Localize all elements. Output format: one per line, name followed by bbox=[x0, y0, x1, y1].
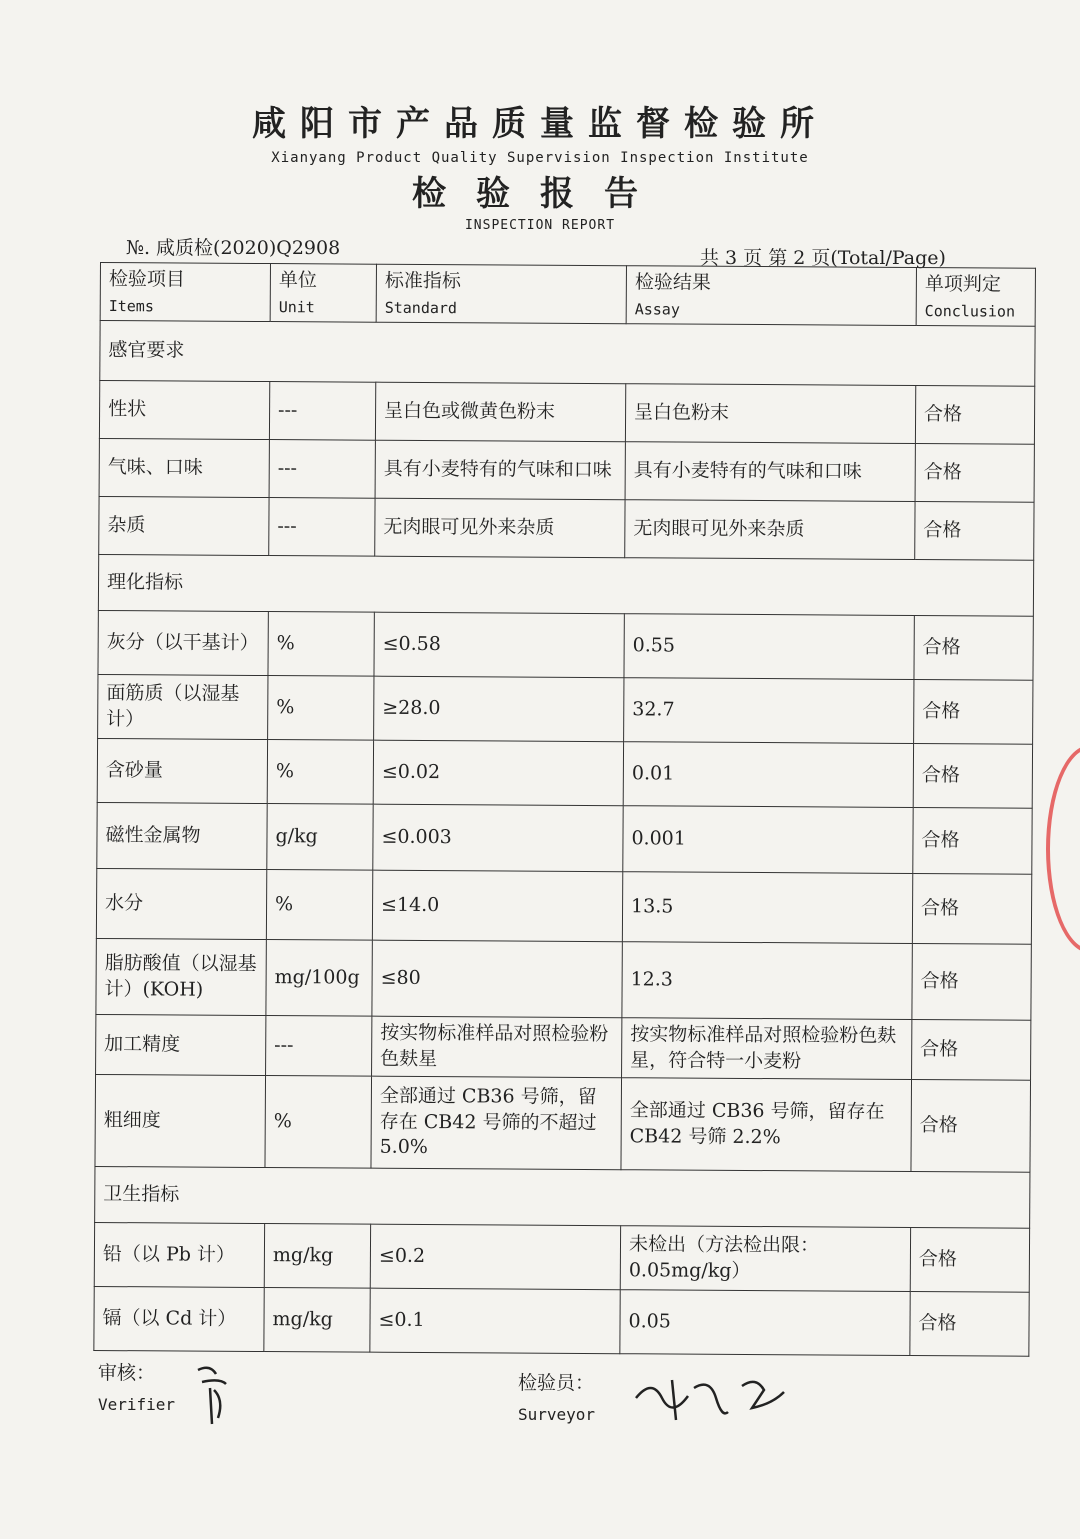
cell-conclusion: 合格 bbox=[913, 807, 1032, 874]
page-info: 共 3 页 第 2 页(Total/Page) bbox=[700, 247, 946, 269]
cell-conclusion: 合格 bbox=[912, 1019, 1031, 1080]
cell-standard: ≤14.0 bbox=[372, 870, 622, 942]
table-row bbox=[95, 1074, 1031, 1172]
cell-assay: 0.05 bbox=[620, 1290, 910, 1356]
cell-conclusion: 合格 bbox=[910, 1291, 1029, 1356]
section-physchem: 理化指标 bbox=[98, 554, 1033, 616]
table-row bbox=[97, 738, 1032, 808]
table-row bbox=[97, 802, 1032, 874]
table-row bbox=[99, 381, 1034, 445]
cell-standard: 呈白色或微黄色粉末 bbox=[375, 382, 625, 442]
cell-conclusion: 合格 bbox=[914, 615, 1033, 680]
cell-standard: ≤0.1 bbox=[370, 1288, 620, 1354]
surveyor-label: 检验员： Surveyor bbox=[518, 1372, 596, 1424]
cell-item: 粗细度 bbox=[95, 1074, 266, 1167]
report-number: №. 咸质检(2020)Q2908 bbox=[126, 237, 341, 259]
cell-item: 灰分（以干基计） bbox=[98, 610, 268, 675]
col-header-conclusion: 单项判定 Conclusion bbox=[916, 267, 1035, 326]
cell-assay: 按实物标准样品对照检验粉色麸星，符合特一小麦粉 bbox=[622, 1018, 912, 1080]
cell-standard: ≤0.2 bbox=[370, 1224, 620, 1290]
cell-item: 水分 bbox=[96, 868, 266, 939]
verifier-label: 审核： Verifier bbox=[98, 1362, 176, 1414]
cell-unit: % bbox=[265, 1076, 372, 1169]
cell-assay: 全部通过 CB36 号筛，留存在 CB42 号筛 2.2% bbox=[621, 1078, 912, 1172]
cell-item: 气味、口味 bbox=[99, 438, 269, 497]
cell-conclusion: 合格 bbox=[915, 443, 1034, 502]
cell-standard: ≥28.0 bbox=[374, 676, 624, 742]
section-sensory: 感官要求 bbox=[100, 321, 1035, 387]
cell-standard: ≤0.58 bbox=[374, 612, 624, 678]
cell-standard: ≤0.02 bbox=[373, 740, 623, 806]
surveyor-signature-icon bbox=[632, 1368, 792, 1428]
section-row bbox=[95, 1166, 1030, 1228]
col-header-assay: 检验结果 Assay bbox=[626, 266, 916, 326]
cell-item: 磁性金属物 bbox=[97, 802, 267, 869]
cell-assay: 未检出（方法检出限：0.05mg/kg） bbox=[620, 1226, 910, 1292]
cell-item: 加工精度 bbox=[96, 1014, 266, 1075]
inspection-table bbox=[93, 262, 1036, 1357]
table-header-row bbox=[100, 263, 1035, 327]
cell-unit: % bbox=[268, 612, 374, 677]
cell-item: 性状 bbox=[99, 381, 269, 440]
report-title-en: INSPECTION REPORT bbox=[464, 218, 616, 233]
cell-assay: 0.55 bbox=[624, 614, 914, 680]
cell-unit: % bbox=[266, 870, 372, 941]
section-row bbox=[98, 554, 1033, 616]
cell-unit: % bbox=[267, 740, 373, 805]
cell-unit: % bbox=[268, 676, 374, 741]
cell-conclusion: 合格 bbox=[914, 679, 1033, 744]
table-row bbox=[96, 938, 1031, 1020]
col-header-items: 检验项目 Items bbox=[100, 263, 270, 322]
cell-standard: ≤0.003 bbox=[373, 804, 623, 872]
cell-unit: g/kg bbox=[267, 804, 373, 871]
cell-standard: 全部通过 CB36 号筛，留存在 CB42 号筛的不超过 5.0% bbox=[371, 1076, 622, 1170]
cell-conclusion: 合格 bbox=[912, 873, 1031, 944]
table-row bbox=[98, 674, 1033, 744]
cell-assay: 13.5 bbox=[622, 872, 912, 944]
table-row bbox=[94, 1286, 1029, 1356]
cell-conclusion: 合格 bbox=[913, 743, 1032, 808]
cell-item: 含砂量 bbox=[97, 738, 267, 803]
section-hygiene: 卫生指标 bbox=[95, 1166, 1030, 1228]
cell-unit: --- bbox=[269, 498, 375, 557]
cell-unit: --- bbox=[269, 440, 375, 499]
cell-assay: 32.7 bbox=[624, 678, 914, 744]
cell-assay: 具有小麦特有的气味和口味 bbox=[625, 442, 915, 502]
col-header-unit: 单位 Unit bbox=[270, 264, 376, 323]
cell-item: 铅（以 Pb 计） bbox=[94, 1222, 264, 1287]
cell-conclusion: 合格 bbox=[915, 385, 1034, 444]
cell-assay: 0.01 bbox=[623, 742, 913, 808]
cell-assay: 无肉眼可见外来杂质 bbox=[625, 500, 915, 560]
table-row bbox=[99, 496, 1034, 560]
institute-name-cn: 咸阳市产品质量监督检验所 bbox=[252, 104, 828, 144]
cell-item: 脂肪酸值（以湿基计）(KOH) bbox=[96, 938, 266, 1015]
cell-unit: --- bbox=[266, 1016, 372, 1077]
cell-standard: 无肉眼可见外来杂质 bbox=[375, 498, 625, 558]
cell-assay: 12.3 bbox=[622, 942, 912, 1020]
cell-item: 镉（以 Cd 计） bbox=[94, 1286, 264, 1351]
cell-item: 面筋质（以湿基计） bbox=[98, 674, 268, 739]
section-row bbox=[100, 321, 1035, 387]
cell-standard: 按实物标准样品对照检验粉色麸星 bbox=[372, 1016, 622, 1078]
cell-conclusion: 合格 bbox=[915, 501, 1034, 560]
table-row bbox=[96, 1014, 1031, 1080]
table-row bbox=[99, 438, 1034, 502]
cell-assay: 0.001 bbox=[623, 806, 913, 874]
cell-unit: mg/kg bbox=[264, 1224, 370, 1289]
cell-unit: mg/kg bbox=[264, 1288, 370, 1353]
verifier-signature-icon bbox=[190, 1360, 240, 1430]
col-header-standard: 标准指标 Standard bbox=[376, 264, 626, 324]
cell-conclusion: 合格 bbox=[911, 1079, 1031, 1172]
table-row bbox=[94, 1222, 1029, 1292]
cell-conclusion: 合格 bbox=[910, 1227, 1029, 1292]
cell-unit: mg/100g bbox=[266, 940, 372, 1017]
cell-item: 杂质 bbox=[99, 496, 269, 555]
institute-name-en: Xianyang Product Quality Supervision Inspection Institute bbox=[271, 150, 809, 166]
cell-unit: --- bbox=[269, 382, 375, 441]
cell-conclusion: 合格 bbox=[912, 943, 1031, 1020]
table-row bbox=[96, 868, 1031, 944]
red-seal-icon bbox=[1046, 745, 1080, 953]
table-row bbox=[98, 610, 1033, 680]
report-title-cn: 检验报告 bbox=[412, 174, 668, 214]
cell-assay: 呈白色粉末 bbox=[625, 384, 915, 444]
cell-standard: ≤80 bbox=[372, 940, 622, 1018]
cell-standard: 具有小麦特有的气味和口味 bbox=[375, 440, 625, 500]
